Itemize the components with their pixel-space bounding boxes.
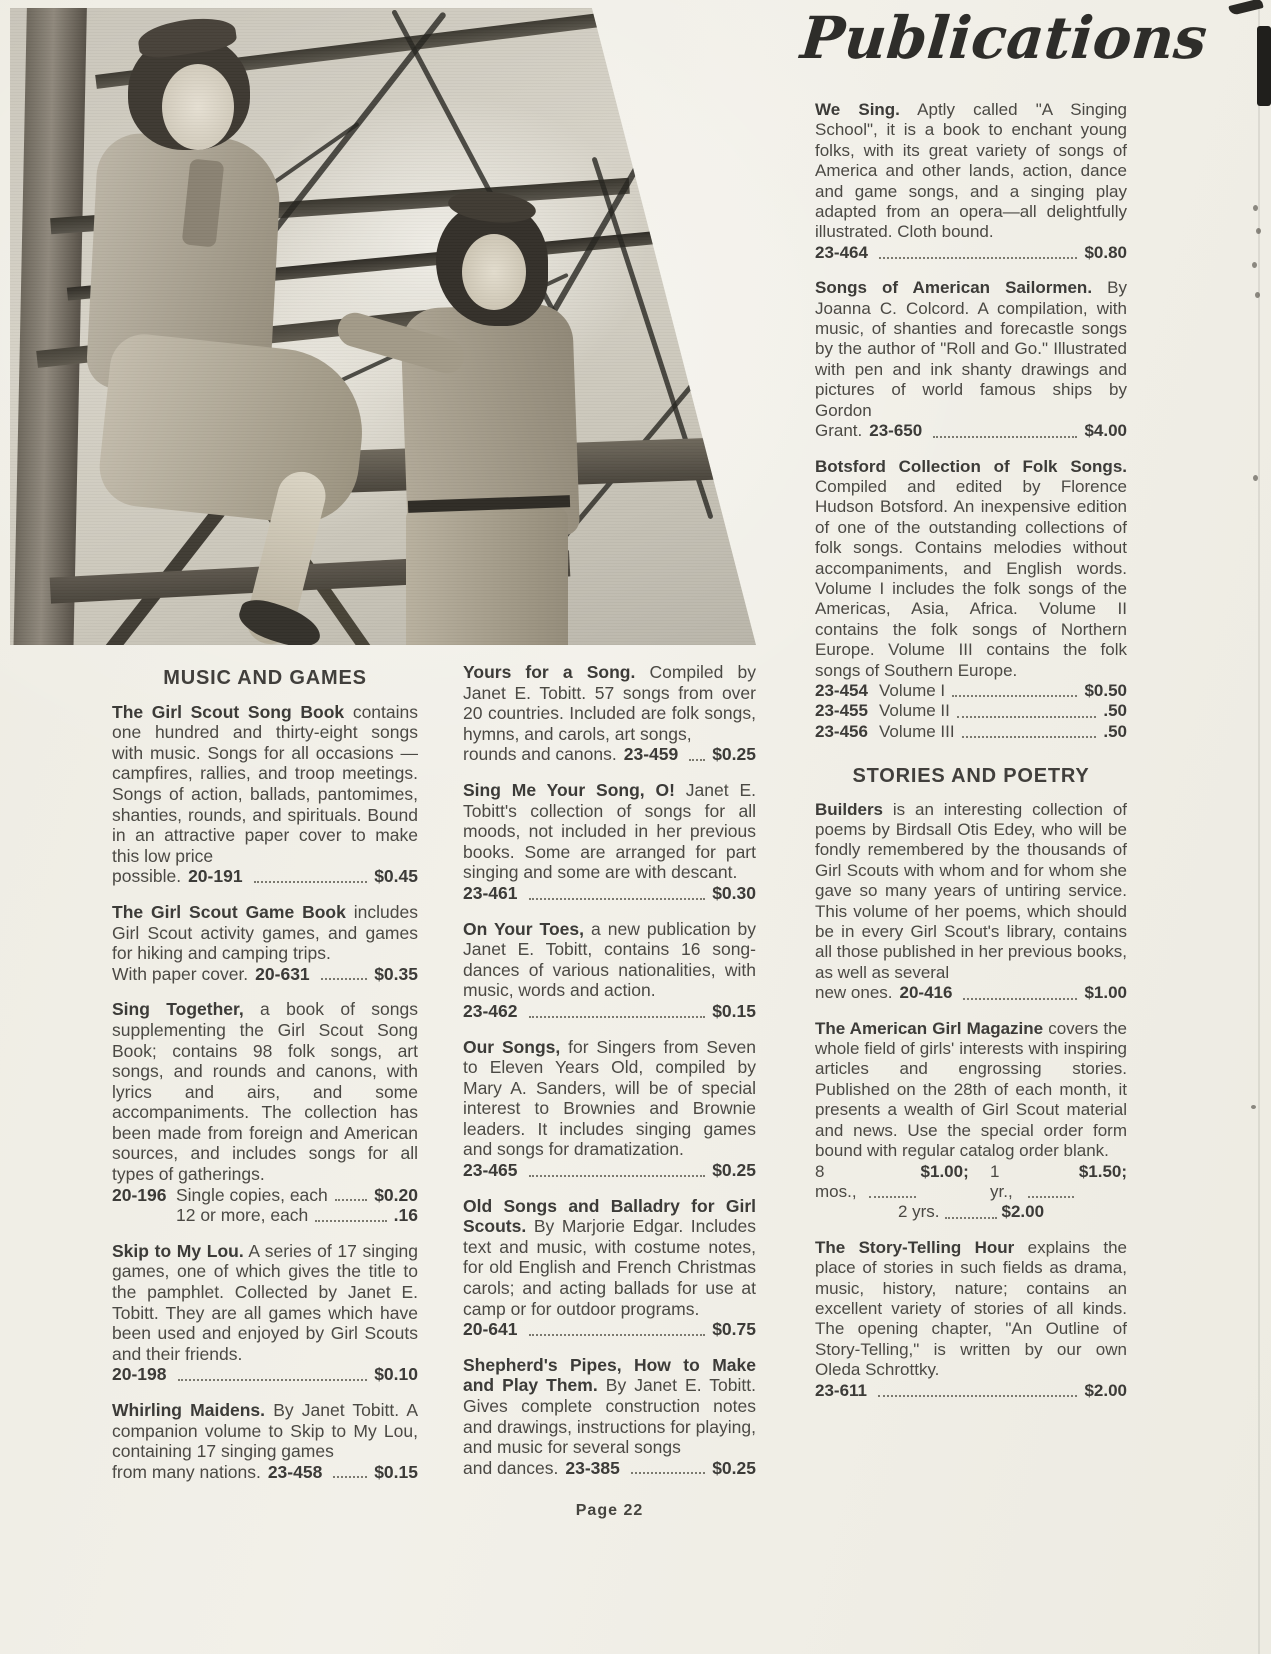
- price-label: Volume II: [879, 701, 950, 721]
- photo-two-girl-scouts: [10, 8, 756, 645]
- price: $0.75: [712, 1319, 756, 1340]
- dot-leader: [689, 759, 705, 761]
- dot-leader: [1028, 1196, 1074, 1198]
- scan-speck: [1253, 475, 1258, 481]
- price-line: [112, 866, 418, 887]
- catalog-entry-our-songs: [463, 1037, 756, 1181]
- catalog-number: 23-650: [869, 421, 923, 441]
- price: $0.25: [712, 744, 756, 765]
- entry-title: Sing Me Your Song, O!: [463, 779, 675, 800]
- subscription-term: 1 yr.,: [990, 1161, 1013, 1201]
- column-middle: [463, 662, 756, 1493]
- price-line: [815, 1381, 1127, 1401]
- dot-leader: [879, 257, 1078, 259]
- price-line: [463, 883, 756, 904]
- entry-title: Old Songs and Balladry for Girl Scouts.: [463, 1195, 756, 1237]
- dot-leader: [963, 998, 1077, 1000]
- catalog-entry-girl-scout-song-book: [112, 702, 418, 887]
- entry-body: for Singers from Seven to Eleven Years Old, compiled by Mary A. Sanders, will be of special interest to Brownies and Brownie leaders. It includes singing games and songs for dramatization.: [463, 1036, 756, 1160]
- price: $0.20: [374, 1184, 418, 1205]
- dot-leader: [321, 978, 368, 980]
- price-line-text: Grant.: [815, 421, 863, 441]
- price-line: [463, 1458, 756, 1479]
- entry-paragraph: [463, 1196, 756, 1320]
- scan-speck: [1253, 205, 1258, 211]
- price: $0.50: [1084, 680, 1127, 700]
- entry-body: Compiled and edited by Florence Hudson Botsford. An inexpensive edition of one of the outstanding collections of folk songs. Contains melodies without accompaniments, and English words. Volume I includes the folk songs of the Americas, Asia, Africa. Volume II contains the folk songs of Northern Europe. Volume III contains the folk songs of Southern Europe.: [815, 476, 1127, 680]
- subscription-price-line: [815, 1162, 1127, 1203]
- entry-title: On Your Toes,: [463, 918, 584, 939]
- price-line: [463, 1319, 756, 1340]
- price: $0.15: [712, 1000, 756, 1021]
- scan-speck: [1252, 262, 1257, 268]
- catalog-entry-on-your-toes: [463, 919, 756, 1022]
- entry-body: explains the place of stories in such fields as drama, music, history, nature; contains an excellent variety of stories of all kinds. The opening chapter, "An Outline of Story-Telling," is written by our own Oleda Schrottky.: [815, 1237, 1127, 1380]
- price-line-text: new ones.: [815, 983, 893, 1003]
- subscription-term: 2 yrs.: [897, 1202, 940, 1222]
- price: $1.00: [1084, 983, 1127, 1003]
- dot-leader: [878, 1395, 1077, 1397]
- catalog-entry-skip-to-my-lou: [112, 1241, 418, 1385]
- catalog-number: 20-191: [188, 866, 243, 887]
- price: $0.45: [374, 866, 418, 887]
- entry-paragraph: [815, 100, 1127, 243]
- entry-title: Whirling Maidens.: [112, 1400, 266, 1420]
- catalog-number: 23-459: [623, 744, 679, 765]
- entry-body: Aptly called "A Singing School", it is a book to enchant young folks, with its great variety of songs of America and other lands, action, dance and game songs, and a singing play adapted from an opera—all delightfully illustrated. Cloth bound.: [815, 100, 1127, 242]
- price-line-text: With paper cover.: [112, 963, 249, 984]
- entry-paragraph: [463, 919, 756, 1001]
- price: .50: [1103, 701, 1127, 721]
- catalog-entry-yours-for-a-song: [463, 662, 756, 765]
- price-line: [112, 1185, 418, 1206]
- catalog-number: 23-464: [815, 242, 868, 262]
- entry-paragraph: [112, 1400, 418, 1462]
- price-line-text: and dances.: [463, 1457, 559, 1478]
- scan-speck: [1255, 292, 1260, 298]
- photo-grain-overlay: [10, 8, 756, 645]
- price-line: [815, 722, 1127, 742]
- catalog-number: 23-455: [815, 701, 868, 721]
- price-line: [815, 681, 1127, 701]
- catalog-number: 23-456: [815, 721, 868, 741]
- price: $1.00;: [920, 1161, 969, 1181]
- price: $1.50;: [1078, 1161, 1128, 1181]
- catalog-entry-american-girl-magazine: [815, 1019, 1127, 1223]
- dot-leader: [933, 436, 1077, 438]
- price-line: [463, 744, 756, 765]
- catalog-entry-whirling-maidens: [112, 1400, 418, 1482]
- catalog-entry-sing-together: [112, 999, 418, 1226]
- entry-paragraph: [815, 800, 1127, 984]
- price: $0.35: [374, 963, 418, 984]
- dot-leader: [952, 695, 1077, 697]
- scan-speck: [1251, 1105, 1256, 1109]
- entry-title: Skip to My Lou.: [112, 1240, 244, 1261]
- dot-leader: [315, 1220, 386, 1222]
- price-line: [815, 701, 1127, 721]
- entry-title: The Story-Telling Hour: [815, 1237, 1015, 1257]
- entry-body: is an interesting collection of poems by Birdsall Otis Edey, who will be fondly remembered by the thousands of Girl Scouts with whom and for whom she gave so many years of untiring service. This volume of her poems, which should be in every Girl Scout's library, contains all those published in her previous books, as well as several: [815, 799, 1127, 982]
- entry-body: By Marjorie Edgar. Includes text and music, with costume notes, for old English and French Christmas carols; and acting ballads for use at camp or for outdoor programs.: [463, 1216, 756, 1319]
- entry-body: contains one hundred and thirty-eight songs with music. Songs for all occasions —campfires, rallies, and troop meetings. Songs of action, ballads, pantomimes, shanties, rounds, and spirituals. Bound in an attractive paper cover to make this low price: [112, 701, 418, 866]
- dot-leader: [333, 1476, 367, 1478]
- price-label: Single copies, each: [176, 1184, 328, 1205]
- price-line: [112, 1462, 418, 1483]
- price: .16: [393, 1205, 418, 1226]
- entry-paragraph: [815, 457, 1127, 681]
- dot-leader: [631, 1472, 705, 1474]
- entry-title: The Girl Scout Game Book: [112, 901, 346, 922]
- catalog-entry-girl-scout-game-book: [112, 902, 418, 984]
- price-line-text: possible.: [112, 866, 182, 887]
- dot-leader: [529, 898, 706, 900]
- catalog-entry-botsford-collection: [815, 457, 1127, 743]
- catalog-entry-we-sing: [815, 100, 1127, 263]
- catalog-entry-old-songs-and-balladry: [463, 1196, 756, 1340]
- entry-paragraph: [463, 780, 756, 883]
- catalog-entry-shepherds-pipes: [463, 1355, 756, 1479]
- entry-body: a book of songs supplementing the Girl Scout Song Book; contains 98 folk songs, art songs, and rounds and canons, with lyrics and airs, and some accompaniments. The collection has been made from foreign and American sources, and includes songs for all types of gatherings.: [112, 999, 418, 1185]
- price: $4.00: [1084, 421, 1127, 441]
- entry-body: covers the whole field of girls' interests with inspiring articles and engrossing stories. Published on the 28th of each month, it presents a wealth of Girl Scout material and news. Use the special order form bound with regular catalog order blank.: [815, 1018, 1128, 1161]
- catalog-number: 23-611: [815, 1380, 867, 1400]
- entry-title: We Sing.: [815, 100, 900, 119]
- subscription-term: 8 mos.,: [815, 1161, 857, 1201]
- entry-paragraph: [112, 902, 418, 964]
- entry-title: The Girl Scout Song Book: [112, 701, 345, 722]
- price-line: [112, 1205, 418, 1226]
- entry-paragraph: [815, 1019, 1127, 1162]
- dot-leader: [335, 1199, 367, 1201]
- entry-body: By Joanna C. Colcord. A compilation, with music, of shanties and forecastle songs by the author of "Roll and Go." Illustrated with pen and ink shanty drawings and pictures of world famous ships by Gordon: [815, 278, 1127, 420]
- entry-paragraph: [112, 1241, 418, 1365]
- price-line-text: from many nations.: [112, 1461, 261, 1482]
- dot-leader: [957, 716, 1096, 718]
- section-heading-music-and-games: MUSIC AND GAMES: [163, 667, 367, 689]
- page-number: Page 22: [575, 1502, 644, 1519]
- entry-paragraph: [815, 278, 1127, 421]
- entry-paragraph: [463, 1037, 756, 1161]
- subscription-price-line: [815, 1202, 1127, 1222]
- entry-paragraph: [463, 1355, 756, 1458]
- entry-body: Janet E. Tobitt's collection of songs for all moods, not included in her previous books. Some are arranged for part singing and some are with descant.: [463, 779, 756, 883]
- price: $0.10: [374, 1364, 418, 1385]
- catalog-number: 23-462: [463, 1000, 518, 1021]
- dot-leader: [529, 1175, 706, 1177]
- catalog-entry-sing-me-your-song: [463, 780, 756, 904]
- catalog-entry-story-telling-hour: [815, 1238, 1127, 1401]
- dot-leader: [254, 881, 368, 883]
- price-line: [815, 243, 1127, 263]
- price: $0.25: [712, 1160, 756, 1181]
- entry-title: Yours for a Song.: [463, 662, 636, 682]
- dot-leader: [869, 1196, 915, 1198]
- dot-leader: [529, 1016, 706, 1018]
- spacer: [969, 1162, 990, 1203]
- dot-leader: [962, 736, 1097, 738]
- price-line: [112, 964, 418, 985]
- entry-title: Songs of American Sailormen.: [815, 278, 1093, 298]
- price: $0.15: [374, 1461, 418, 1482]
- entry-paragraph: [112, 999, 418, 1184]
- dot-leader: [945, 1217, 997, 1219]
- entry-body: a new publication by Janet E. Tobitt, contains 16 song-dances of various nationalities, with music, words and action.: [463, 918, 756, 1001]
- catalog-number: 23-458: [267, 1461, 323, 1482]
- catalog-number: 23-461: [463, 882, 518, 903]
- entry-paragraph: [815, 1238, 1127, 1381]
- catalog-number: 23-454: [815, 680, 868, 700]
- scan-edge-mark: [1257, 26, 1271, 106]
- entry-paragraph: [112, 702, 418, 867]
- scan-crease-line: [1258, 0, 1260, 1654]
- catalog-number: 20-198: [112, 1364, 167, 1385]
- scan-speck: [1256, 228, 1261, 234]
- entry-body: A series of 17 singing games, one of which gives the title to the pamphlet. Collected by Janet E. Tobitt. They are all games which have been used and enjoyed by Girl Scouts and their friends.: [112, 1240, 418, 1364]
- entry-title: Our Songs,: [463, 1036, 561, 1057]
- catalog-number: 20-196: [112, 1184, 167, 1205]
- column-music-and-games: [112, 668, 418, 1497]
- entry-title: Botsford Collection of Folk Songs.: [815, 456, 1127, 476]
- price-line: [815, 421, 1127, 441]
- entry-title: Builders: [815, 799, 884, 819]
- price: $0.25: [712, 1457, 756, 1478]
- catalog-number: 20-631: [255, 963, 310, 984]
- price-label: 12 or more, each: [176, 1205, 309, 1226]
- entry-title: Shepherd's Pipes, How to Make and Play Them.: [463, 1354, 756, 1396]
- entry-body: By Janet Tobitt. A companion volume to Skip to My Lou, containing 17 singing games: [112, 1400, 418, 1462]
- price-line-text: rounds and canons.: [463, 744, 617, 765]
- entry-body: includes Girl Scout activity games, and games for hiking and camping trips.: [112, 901, 418, 964]
- price: $0.80: [1084, 242, 1127, 262]
- entry-body: Compiled by Janet E. Tobitt. 57 songs from over 20 countries. Included are folk songs, hymns, and carols, art songs,: [463, 662, 756, 744]
- catalog-entry-songs-of-american-sailormen: [815, 278, 1127, 441]
- catalog-number: 20-641: [463, 1319, 518, 1340]
- price: $2.00: [1084, 1380, 1127, 1400]
- price-line: [112, 1364, 418, 1385]
- price-label: Volume I: [879, 680, 946, 700]
- entry-title: Sing Together,: [112, 999, 244, 1020]
- entry-title: The American Girl Magazine: [815, 1018, 1044, 1038]
- price: $2.00: [1001, 1202, 1045, 1222]
- catalog-entry-builders: [815, 800, 1127, 1004]
- price-label: Volume III: [879, 721, 955, 741]
- dot-leader: [529, 1334, 706, 1336]
- column-publications: [815, 100, 1127, 1416]
- price-line: [463, 1001, 756, 1022]
- entry-body: By Janet E. Tobitt. Gives complete construction notes and drawings, instructions for playing, and music for several songs: [463, 1375, 756, 1458]
- catalog-number: [112, 1205, 176, 1226]
- page-title-script: Publications: [798, 4, 1210, 72]
- catalog-number: 23-385: [565, 1457, 620, 1478]
- price-line: [463, 1160, 756, 1181]
- price: .50: [1103, 721, 1127, 741]
- catalog-number: 20-416: [899, 983, 953, 1003]
- entry-paragraph: [463, 662, 756, 744]
- catalog-number: 23-465: [463, 1160, 518, 1181]
- price: $0.30: [712, 882, 756, 903]
- section-heading-stories-and-poetry: STORIES AND POETRY: [852, 765, 1090, 788]
- dot-leader: [178, 1379, 368, 1381]
- price-line: [815, 983, 1127, 1003]
